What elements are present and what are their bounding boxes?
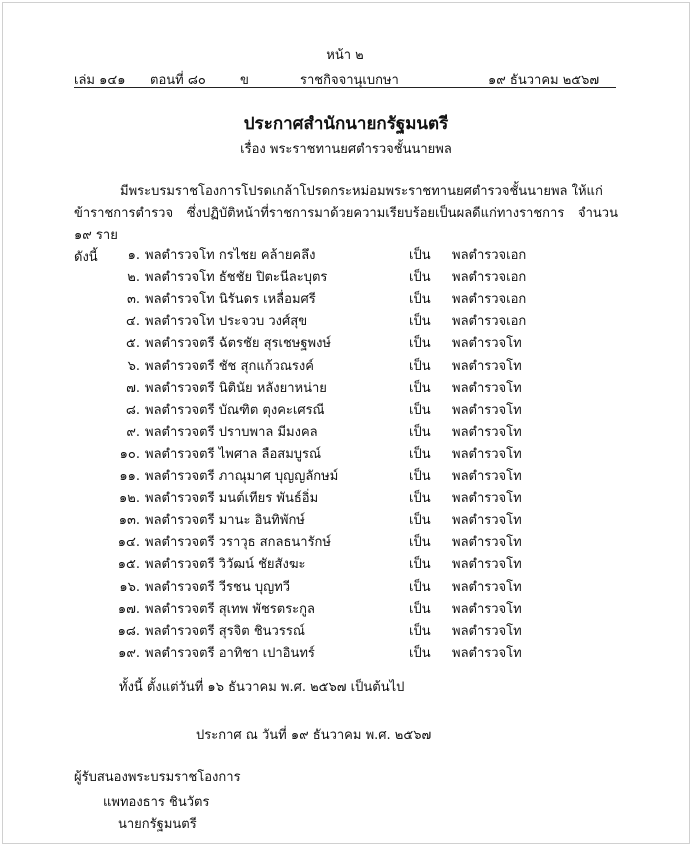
list-item	[0, 466, 692, 488]
list-item-rank: พลตำรวจเอก	[452, 292, 527, 308]
list-item-connector: เป็น	[409, 601, 431, 617]
header-date: ๑๙ ธันวาคม ๒๕๖๗	[488, 73, 600, 88]
header-section: ข	[240, 73, 249, 88]
list-item-rank: พลตำรวจโท	[452, 336, 522, 352]
list-item	[0, 577, 692, 599]
list-item-rank: พลตำรวจโท	[452, 579, 522, 595]
list-item-number: ๒.	[127, 270, 140, 286]
list-item-number: ๘.	[125, 402, 140, 418]
list-item-number: ๑๗.	[117, 601, 140, 617]
list-item-number: ๖.	[127, 358, 140, 374]
list-item-rank: พลตำรวจเอก	[452, 314, 527, 330]
list-item-name: พลตำรวจตรี ปราบพาล มีมงคล	[145, 424, 318, 440]
list-item-connector: เป็น	[409, 248, 431, 263]
list-item-name: พลตำรวจตรี มานะ อินทิพักษ์	[145, 513, 305, 529]
list-item-connector: เป็น	[409, 513, 431, 529]
list-item-number: ๔.	[126, 314, 140, 330]
list-item-connector: เป็น	[409, 314, 431, 330]
list-item	[0, 554, 692, 576]
list-item	[0, 444, 692, 466]
header-gazette-name: ราชกิจจานุเบกษา	[300, 73, 399, 88]
list-item	[0, 333, 692, 355]
list-item-rank: พลตำรวจโท	[452, 535, 522, 551]
header-part: ตอนที่ ๘๐	[150, 73, 206, 88]
list-item-rank: พลตำรวจโท	[452, 469, 522, 484]
list-item	[0, 621, 692, 643]
list-item-connector: เป็น	[409, 535, 431, 551]
countersign-label: ผู้รับสนองพระบรมราชโองการ	[74, 770, 241, 785]
list-item	[0, 289, 692, 311]
list-item	[0, 267, 692, 289]
list-item-name: พลตำรวจตรี ชัช สุกแก้วณรงค์	[145, 358, 314, 374]
list-item-connector: เป็น	[409, 491, 431, 507]
list-item-name: พลตำรวจโท ธัชชัย ปิตะนีละบุตร	[145, 270, 328, 286]
list-item	[0, 643, 692, 665]
list-item-name: พลตำรวจตรี ไพศาล ลือสมบูรณ์	[145, 446, 322, 462]
list-item-rank: พลตำรวจโท	[452, 601, 522, 617]
list-item-rank: พลตำรวจเอก	[452, 248, 527, 263]
list-item-connector: เป็น	[409, 402, 431, 418]
list-item-name: พลตำรวจตรี วราวุธ สกลธนารักษ์	[145, 535, 331, 551]
list-item	[0, 378, 692, 400]
list-item-number: ๑๒.	[119, 491, 140, 507]
list-item-rank: พลตำรวจโท	[452, 402, 522, 418]
list-item-connector: เป็น	[409, 446, 431, 462]
list-item-name: พลตำรวจตรี มนต์เทียร พันธ์อิ่ม	[145, 491, 319, 507]
list-item-rank: พลตำรวจโท	[452, 513, 522, 529]
list-item-number: ๑๔.	[117, 535, 140, 551]
list-item-number: ๑๓.	[118, 513, 140, 529]
list-item	[0, 599, 692, 621]
signer-position: นายกรัฐมนตรี	[118, 817, 197, 832]
list-item	[0, 245, 692, 267]
list-item-number: ๕.	[126, 336, 140, 352]
list-item-number: ๑๙.	[118, 645, 140, 661]
list-item-number: ๑๐.	[119, 446, 140, 462]
list-item-name: พลตำรวจตรี บัณฑิต ตุงคะเศรณี	[145, 402, 325, 418]
list-item	[0, 400, 692, 422]
list-item-number: ๗.	[126, 380, 140, 396]
list-item-name: พลตำรวจตรี สุเทพ พัชรตระกูล	[145, 601, 316, 617]
list-item	[0, 488, 692, 510]
document-subject: เรื่อง พระราชทานยศตำรวจชั้นนายพล	[240, 142, 452, 157]
list-item	[0, 510, 692, 532]
list-item-name: พลตำรวจโท ประจวบ วงศ์สุข	[145, 314, 308, 330]
list-item-connector: เป็น	[409, 623, 431, 639]
list-item-name: พลตำรวจตรี นิตินัย หลังยาหน่าย	[145, 380, 327, 396]
list-item-number: ๓.	[126, 292, 140, 308]
list-item-connector: เป็น	[409, 469, 431, 484]
list-item-name: พลตำรวจตรี ฉัตรชัย สุรเชษฐพงษ์	[145, 336, 331, 352]
list-item-number: ๑๘.	[117, 623, 140, 639]
list-item	[0, 422, 692, 444]
list-item-number: ๑๑.	[119, 469, 140, 484]
list-item-connector: เป็น	[409, 557, 431, 573]
document-title: ประกาศสำนักนายกรัฐมนตรี	[243, 114, 449, 134]
list-item-name: พลตำรวจตรี วิวัฒน์ ชัยสังฆะ	[145, 557, 306, 573]
list-item-rank: พลตำรวจโท	[452, 424, 522, 440]
list-item	[0, 532, 692, 554]
signer-name: แพทองธาร ชินวัตร	[103, 795, 210, 810]
list-item-connector: เป็น	[409, 292, 431, 308]
list-item-rank: พลตำรวจโท	[452, 380, 522, 396]
announcement-date: ประกาศ ณ วันที่ ๑๙ ธันวาคม พ.ศ. ๒๕๖๗	[196, 728, 432, 743]
header-volume: เล่ม ๑๔๑	[74, 73, 126, 88]
list-item-rank: พลตำรวจโท	[452, 645, 522, 661]
list-item-rank: พลตำรวจโท	[452, 557, 522, 573]
list-item-connector: เป็น	[409, 645, 431, 661]
page-number: หน้า ๒	[326, 48, 364, 63]
list-item-connector: เป็น	[409, 380, 431, 396]
list-item-number: ๑.	[127, 248, 140, 263]
intro-line: ดังนี้	[74, 250, 98, 265]
list-item-rank: พลตำรวจโท	[452, 446, 522, 462]
list-item-connector: เป็น	[409, 579, 431, 595]
intro-line: มีพระบรมราชโองการโปรดเกล้าโปรดกระหม่อมพระราชทานยศตำรวจชั้นนายพล ให้แก่	[120, 184, 603, 199]
intro-line: ข้าราชการตำรวจ ซึ่งปฏิบัติหน้าที่ราชการมาด้วยความเรียบร้อยเป็นผลดีแก่ทางราชการ จำนวน ๑๙ ราย	[74, 206, 618, 243]
list-item-rank: พลตำรวจโท	[452, 623, 522, 639]
list-item-number: ๑๖.	[119, 579, 140, 595]
list-item-name: พลตำรวจโท นิรันดร เหลื่อมศรี	[145, 292, 316, 308]
list-item-name: พลตำรวจโท กรไชย คล้ายคลึง	[145, 248, 316, 263]
list-item-connector: เป็น	[409, 270, 431, 286]
list-item-rank: พลตำรวจเอก	[452, 270, 527, 286]
list-item-rank: พลตำรวจโท	[452, 358, 522, 374]
list-item	[0, 311, 692, 333]
list-item-connector: เป็น	[409, 358, 431, 374]
list-item-number: ๙.	[126, 424, 140, 440]
list-item-name: พลตำรวจตรี สุรจิต ชินวรรณ์	[145, 623, 305, 639]
list-item-connector: เป็น	[409, 336, 431, 352]
list-item-name: พลตำรวจตรี อาทิชา เปาอินทร์	[145, 645, 315, 661]
list-item-name: พลตำรวจตรี ภาณุมาศ บุญญลักษม์	[145, 469, 339, 484]
list-item	[0, 356, 692, 378]
list-item-number: ๑๕.	[117, 557, 140, 573]
list-item-name: พลตำรวจตรี วีรชน บุญทวี	[145, 579, 291, 595]
list-item-rank: พลตำรวจโท	[452, 491, 522, 507]
header-rule	[74, 87, 616, 88]
list-item-connector: เป็น	[409, 424, 431, 440]
effective-date: ทั้งนี้ ตั้งแต่วันที่ ๑๖ ธันวาคม พ.ศ. ๒๕๖๗ เป็นต้นไป	[119, 680, 405, 695]
